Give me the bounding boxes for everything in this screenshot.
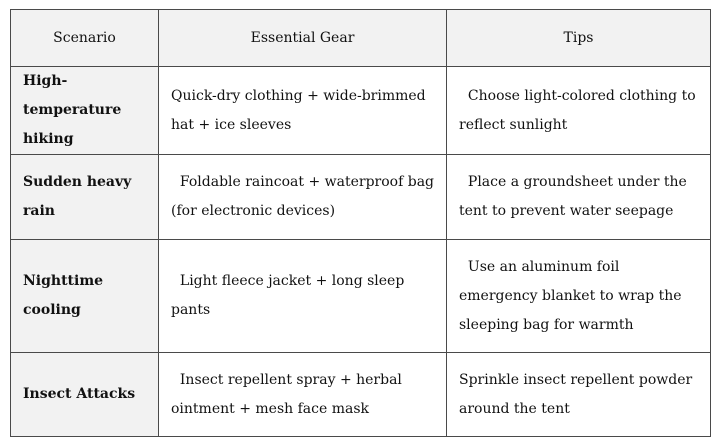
scenario-text: Nighttime cooling bbox=[23, 273, 108, 318]
scenario-cell bbox=[11, 155, 159, 240]
gear-text: Foldable raincoat + waterproof bag (for electronic devices) bbox=[171, 174, 439, 219]
gear-cell bbox=[159, 240, 447, 353]
table-row bbox=[11, 240, 711, 353]
tips-text: Place a groundsheet under the tent to prevent water seepage bbox=[459, 174, 692, 219]
tips-cell bbox=[447, 155, 711, 240]
header-essential-gear: Essential Gear bbox=[159, 10, 447, 67]
gear-text: Light fleece jacket + long sleep pants bbox=[171, 273, 409, 318]
scenario-text: Sudden heavy rain bbox=[23, 174, 137, 219]
gear-text: Quick-dry clothing + wide-brimmed hat + ice sleeves bbox=[171, 87, 431, 133]
gear-cell bbox=[159, 353, 447, 437]
header-tips: Tips bbox=[447, 10, 711, 67]
table-row bbox=[11, 353, 711, 437]
header-row bbox=[11, 10, 711, 67]
scenario-cell bbox=[11, 67, 159, 155]
gear-cell bbox=[159, 67, 447, 155]
table-row bbox=[11, 155, 711, 240]
gear-table bbox=[10, 9, 711, 437]
tips-cell bbox=[447, 353, 711, 437]
tips-text: Use an aluminum foil emergency blanket to wrap the sleeping bag for warmth bbox=[459, 258, 686, 333]
tips-text: Choose light-colored clothing to reflect sunlight bbox=[459, 87, 701, 133]
scenario-text: Insect Attacks bbox=[23, 386, 136, 402]
gear-cell bbox=[159, 155, 447, 240]
scenario-text: High-temperature hiking bbox=[23, 73, 127, 147]
header-scenario: Scenario bbox=[11, 10, 159, 67]
tips-text: Sprinkle insect repellent powder around the tent bbox=[459, 371, 697, 417]
scenario-cell bbox=[11, 353, 159, 437]
gear-text: Insect repellent spray + herbal ointment + mesh face mask bbox=[171, 371, 407, 417]
tips-cell bbox=[447, 240, 711, 353]
scenario-cell bbox=[11, 240, 159, 353]
table-row bbox=[11, 67, 711, 155]
tips-cell bbox=[447, 67, 711, 155]
